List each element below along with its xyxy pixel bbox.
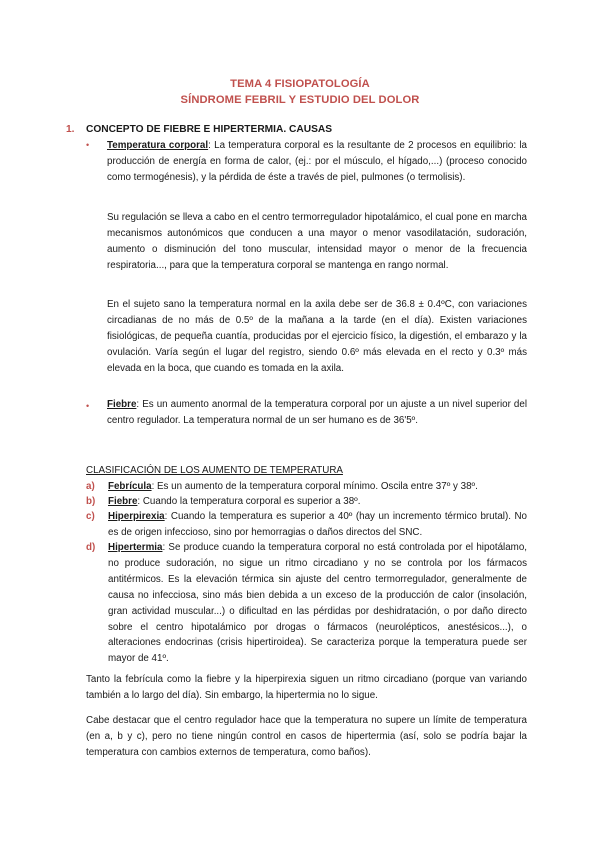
item-term: Hiperpirexia: [108, 511, 165, 522]
page-title: TEMA 4 FISIOPATOLOGÍA: [230, 78, 370, 90]
fiebre-text: : Es un aumento anormal de la temperatura corporal por un ajuste a un nivel superior del centro regulador. La temperatura normal de un ser humano es de 36'5º.: [107, 399, 527, 426]
item-text: : Se produce cuando la temperatura corporal no está controlada por el hipotálamo, no produce sudoración, no sigue un ritmo circadiano y no se controla por los fármacos antitérmicos. Es la elevación térmica sin ajuste del centro termorregulador, generalmente de causa no infecciosa, sino más bien debida a un exceso de la producción de calor (insolación, gran actividad muscular...) o dificultad en las pérdidas por deshidratación, o por daño directo sobre el centro hipotalámico por drogas o fármacos (neurolépticos, anestésicos...), o alteraciones endocrinas (crisis hipertiroidea). Se caracteriza porque la temperatura puede ser mayor de 41º.: [108, 542, 527, 665]
item-text: : Cuando la temperatura corporal es superior a 38º.: [137, 496, 361, 507]
closing-paragraph-2: Cabe destacar que el centro regulador hace que la temperatura no supere un límite de temperatura (en a, b y c), pero no tiene ningún control en casos de hipertermia (así, solo se podría bajar la temperatura con cambios externos de temperatura, como baños).: [86, 715, 527, 758]
fiebre-paragraph: [107, 397, 527, 429]
temperatura-paragraph: [107, 138, 527, 186]
fiebre-term: Fiebre: [107, 399, 137, 410]
regulation-paragraph: Su regulación se lleva a cabo en el centro termorregulador hipotalámico, el cual pone en marcha mecanismos autonómicos que conducen a una mayor o menor vasodilatación, sudoración, aumento o disminución del tono muscular, intensidad mayor o menor de la frecuencia respiratoria..., para que la temperatura corporal se mantenga en rango normal.: [107, 212, 527, 271]
classification-title: CLASIFICACIÓN DE LOS AUMENTO DE TEMPERATURA: [86, 465, 343, 476]
closing-paragraph-1: Tanto la febrícula como la fiebre y la hiperpirexia siguen un ritmo circadiano (porque van variando también a lo largo del día). Sin embargo, la hipertermia no lo sigue.: [86, 674, 527, 701]
bullet-icon: •: [86, 401, 90, 411]
section-number: 1.: [66, 124, 75, 135]
temperatura-term: Temperatura corporal: [107, 140, 209, 151]
item-term: Fiebre: [108, 496, 138, 507]
item-label: b): [86, 496, 96, 507]
item-label: c): [86, 511, 95, 522]
item-term: Hipertermia: [108, 542, 163, 553]
section-title: CONCEPTO DE FIEBRE E HIPERTERMIA. CAUSAS: [86, 124, 333, 135]
item-text: : Cuando la temperatura es superior a 40º (hay un incremento térmico brutal). No es de origen infeccioso, sino por hemorragias o daños directos del SNC.: [108, 511, 527, 538]
bullet-icon: •: [86, 140, 90, 150]
item-label: a): [86, 481, 95, 492]
page-subtitle: SÍNDROME FEBRIL Y ESTUDIO DEL DOLOR: [180, 94, 420, 106]
section-heading: [66, 124, 332, 135]
healthy-paragraph: En el sujeto sano la temperatura normal en la axila debe ser de 36.8 ± 0.4ºC, con variaciones circadianas de no más de 0.5º de la mañana a la tarde (en el día). Existen variaciones fisiológicas, de pequeña cuantía, producidas por el ejercicio físico, la digestión, el embarazo y la ovulación. Varía según el lugar del registro, siendo 0.6º más elevada en el recto y 0.3º más elevada en la boca, que cuando es tomada en la axila.: [107, 299, 527, 374]
item-label: d): [86, 542, 96, 553]
item-text: : Es un aumento de la temperatura corporal mínimo. Oscila entre 37º y 38º.: [151, 481, 478, 492]
temperatura-text: : La temperatura corporal es la resultante de 2 procesos en equilibrio: la producción de energía en forma de calor, (ej.: por el músculo, el hígado,...) (proceso conocido como termogénesis), y la pérdida de éste a través de piel, pulmones (o termolisis).: [107, 140, 527, 183]
item-term: Febrícula: [108, 481, 152, 492]
